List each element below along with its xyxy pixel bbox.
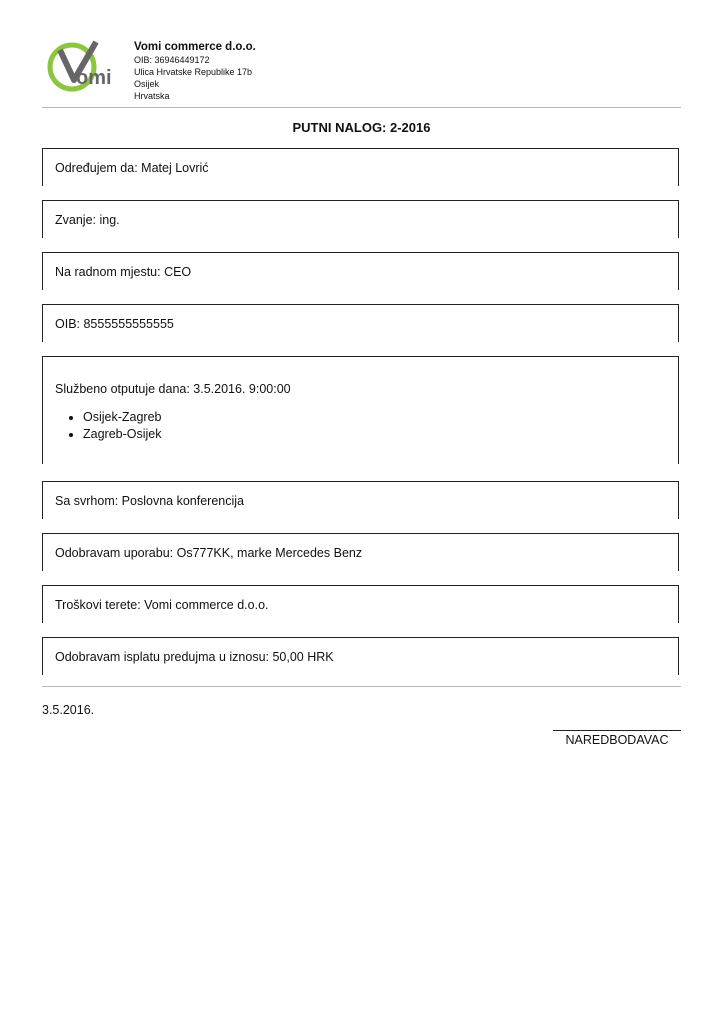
field-title: Zvanje: ing. xyxy=(55,213,120,227)
field-box xyxy=(42,304,679,342)
field-box xyxy=(42,637,679,675)
field-advance: Odobravam isplatu predujma u iznosu: 50,00 HRK xyxy=(55,650,334,664)
company-oib: OIB: 36946449172 xyxy=(134,55,210,65)
route-item: • Osijek-Zagreb xyxy=(83,409,162,426)
company-city: Osijek xyxy=(134,79,160,89)
field-purpose: Sa svrhom: Poslovna konferencija xyxy=(55,494,244,508)
field-oib: OIB: 8555555555555 xyxy=(55,317,174,331)
document-header xyxy=(44,38,684,104)
field-box xyxy=(42,252,679,290)
field-box xyxy=(42,148,679,186)
document-date: 3.5.2016. xyxy=(42,703,95,717)
footer-divider xyxy=(42,686,681,687)
field-costs: Troškovi terete: Vomi commerce d.o.o. xyxy=(55,598,269,612)
field-vehicle: Odobravam uporabu: Os777KK, marke Mercedes Benz xyxy=(55,546,363,560)
field-box xyxy=(42,200,679,238)
field-departure: Službeno otputuje dana: 3.5.2016. 9:00:00 xyxy=(55,382,291,396)
route-list xyxy=(57,409,162,443)
field-box xyxy=(42,481,679,519)
travel-box xyxy=(42,356,679,464)
vomi-logo xyxy=(46,40,122,92)
field-position: Na radnom mjestu: CEO xyxy=(55,265,192,279)
document-title: PUTNI NALOG: 2-2016 xyxy=(292,120,431,135)
company-info xyxy=(134,40,256,102)
field-box xyxy=(42,533,679,571)
company-address: Ulica Hrvatske Republike 17b xyxy=(134,67,253,77)
field-box xyxy=(42,585,679,623)
svg-text:omi: omi xyxy=(76,67,112,89)
signatory-label: NAREDBODAVAC xyxy=(565,733,669,747)
company-name: Vomi commerce d.o.o. xyxy=(134,41,256,53)
header-divider xyxy=(42,107,681,108)
route-item: • Zagreb-Osijek xyxy=(83,426,162,443)
field-assignee: Određujem da: Matej Lovrić xyxy=(55,161,209,175)
signature-line xyxy=(553,730,681,731)
company-country: Hrvatska xyxy=(134,91,170,101)
